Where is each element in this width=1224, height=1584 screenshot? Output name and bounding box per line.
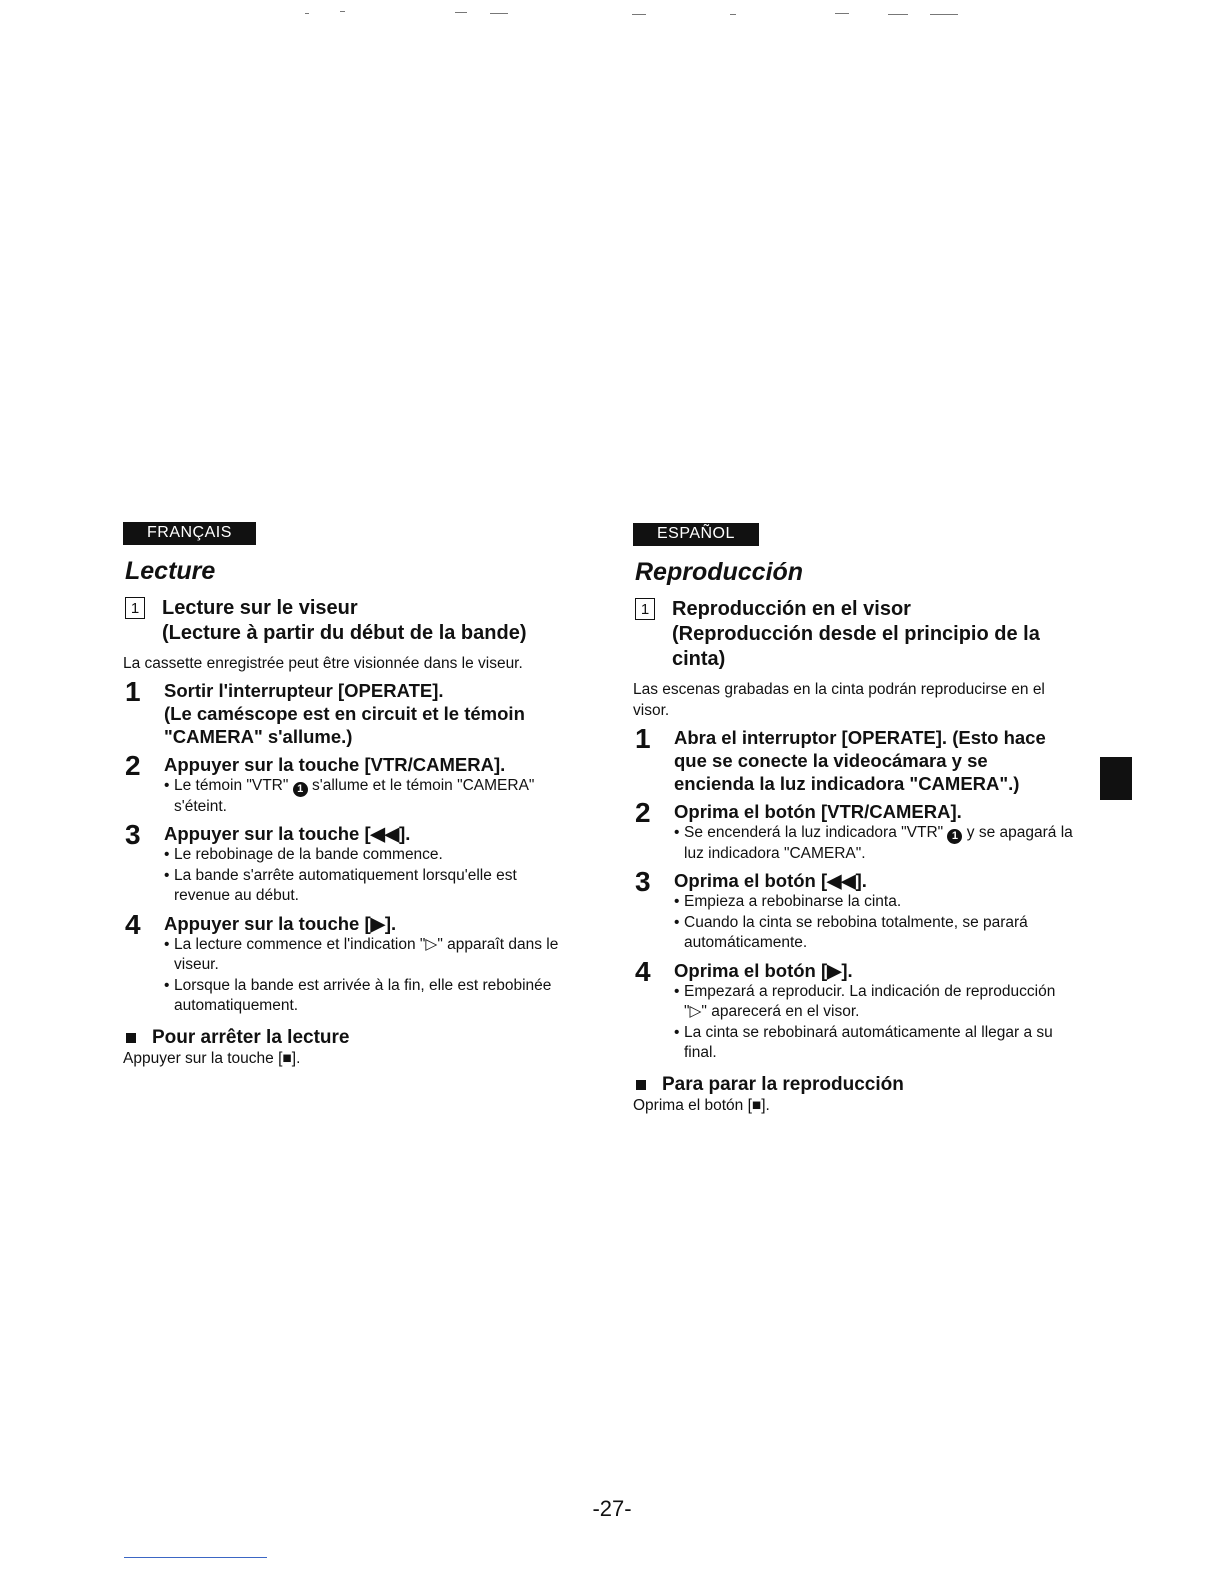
bullet-item bbox=[164, 866, 563, 907]
step-title-line: Appuyer sur la touche [▶]. bbox=[164, 912, 397, 934]
step-number: 3 bbox=[125, 819, 141, 851]
bullet-dot-icon: • bbox=[674, 1023, 680, 1041]
subsection-title-line: Lecture sur le viseur bbox=[162, 597, 358, 619]
step-title bbox=[164, 822, 563, 845]
bullet-item bbox=[674, 913, 1073, 954]
step-body bbox=[674, 959, 1073, 1064]
subsection-title-line: (Lecture à partir du début de la bande) bbox=[162, 622, 527, 644]
step-title bbox=[164, 679, 563, 748]
step-title bbox=[674, 800, 1073, 823]
bullet-list bbox=[674, 823, 1073, 864]
bullet-text: Se encenderá la luz indicadora "VTR" bbox=[684, 824, 948, 841]
step-number: 2 bbox=[635, 797, 651, 828]
step-title-line: Sortir l'interrupteur [OPERATE]. bbox=[164, 680, 444, 701]
step-title-line: (Le caméscope est en circuit et le témoin bbox=[164, 703, 525, 724]
scan-artifact bbox=[930, 14, 958, 15]
bullet-item bbox=[164, 935, 563, 976]
square-bullet-icon bbox=[126, 1033, 136, 1043]
step-title-line: encienda la luz indicadora "CAMERA".) bbox=[674, 773, 1020, 794]
step-item bbox=[123, 908, 563, 1017]
subsection-heading bbox=[123, 596, 563, 646]
step-item bbox=[123, 750, 563, 817]
bullet-text: y se apagará la luz indicadora "CAMERA". bbox=[684, 824, 1073, 862]
bullet-text: Empieza a rebobinarse la cinta. bbox=[684, 893, 902, 911]
bullet-text: s'allume et le témoin "CAMERA" s'éteint. bbox=[174, 777, 535, 815]
stop-heading-text: Para parar la reproducción bbox=[662, 1073, 904, 1095]
step-body bbox=[164, 679, 563, 748]
bullet-item bbox=[674, 982, 1073, 1023]
bullet-list bbox=[164, 935, 563, 1017]
step-title-line: "CAMERA" s'allume.) bbox=[164, 726, 353, 747]
step-body bbox=[674, 800, 1073, 864]
subsection-title-line: Reproducción en el visor bbox=[672, 598, 911, 620]
bullet-dot-icon: • bbox=[164, 777, 170, 794]
page-number: -27- bbox=[592, 1496, 632, 1521]
step-list bbox=[123, 676, 563, 1017]
step-title bbox=[164, 753, 563, 776]
step-title-line: que se conecte la videocámara y se bbox=[674, 750, 988, 771]
step-item bbox=[633, 797, 1073, 864]
bullet-list bbox=[674, 982, 1073, 1064]
bullet-text: La bande s'arrête automatiquement lorsqu'elle est revenue au début. bbox=[174, 866, 517, 905]
footer-rule bbox=[124, 1557, 267, 1558]
section-title: Lecture bbox=[125, 557, 216, 585]
scan-artifact bbox=[455, 12, 467, 13]
bullet-dot-icon: • bbox=[674, 982, 680, 1000]
step-title bbox=[164, 912, 563, 935]
bullet-text: Cuando la cinta se rebobina totalmente, se parará automáticamente. bbox=[684, 913, 1028, 952]
bullet-dot-icon: • bbox=[164, 935, 170, 953]
bullet-dot-icon: • bbox=[164, 846, 170, 864]
boxed-number: 1 bbox=[125, 597, 145, 619]
side-tab-marker bbox=[1100, 757, 1132, 800]
language-badge: FRANÇAIS bbox=[123, 522, 256, 545]
bullet-list bbox=[164, 776, 563, 817]
bullet-item bbox=[674, 892, 1073, 913]
bullet-item bbox=[164, 845, 563, 866]
boxed-number: 1 bbox=[635, 598, 655, 620]
step-item bbox=[633, 955, 1073, 1064]
scan-artifact bbox=[305, 13, 309, 14]
language-badge: ESPAÑOL bbox=[633, 523, 759, 546]
step-title bbox=[674, 869, 1073, 892]
step-title-line: Appuyer sur la touche [VTR/CAMERA]. bbox=[164, 754, 506, 775]
step-number: 2 bbox=[125, 750, 141, 781]
bullet-text: La lecture commence et l'indication "▷" apparaît dans le viseur. bbox=[174, 935, 559, 974]
bullet-list bbox=[674, 892, 1073, 954]
stop-heading bbox=[633, 1074, 1073, 1096]
step-item bbox=[123, 819, 563, 907]
bullet-item bbox=[164, 776, 563, 817]
bullet-text: Empezará a reproducir. La indicación de reproducción "▷" aparecerá en el visor. bbox=[684, 982, 1056, 1021]
step-number: 1 bbox=[125, 676, 141, 707]
subsection-title-line: (Reproducción desde el principio de la bbox=[672, 623, 1040, 645]
step-body bbox=[674, 726, 1073, 795]
subsection-heading bbox=[633, 597, 1073, 672]
bullet-text: Le témoin "VTR" bbox=[174, 777, 293, 794]
stop-text: Oprima el botón [■]. bbox=[633, 1096, 770, 1114]
step-number: 3 bbox=[635, 866, 651, 898]
scan-artifact bbox=[835, 13, 849, 14]
bullet-dot-icon: • bbox=[674, 893, 680, 911]
scan-artifact bbox=[888, 14, 908, 15]
french-column bbox=[123, 522, 563, 1069]
step-body bbox=[164, 753, 563, 817]
bullet-dot-icon: • bbox=[674, 913, 680, 931]
step-item bbox=[633, 866, 1073, 954]
intro-text: La cassette enregistrée peut être visionnée dans le viseur. bbox=[123, 655, 523, 672]
scan-artifact bbox=[730, 14, 736, 15]
step-title-line: Appuyer sur la touche [◀◀]. bbox=[164, 823, 411, 845]
bullet-text: La cinta se rebobinará automáticamente al llegar a su final. bbox=[684, 1023, 1053, 1062]
square-bullet-icon bbox=[636, 1080, 646, 1090]
subsection-title bbox=[672, 597, 1073, 672]
circled-number-icon: 1 bbox=[947, 829, 962, 844]
scan-artifact bbox=[490, 13, 508, 14]
step-number: 4 bbox=[125, 908, 141, 940]
section-title: Reproducción bbox=[635, 558, 804, 586]
stop-text: Appuyer sur la touche [■]. bbox=[123, 1049, 301, 1067]
step-title bbox=[674, 959, 1073, 982]
stop-heading bbox=[123, 1027, 563, 1049]
step-body bbox=[164, 822, 563, 907]
scan-artifact bbox=[632, 14, 646, 15]
step-item bbox=[633, 723, 1073, 795]
bullet-item bbox=[164, 976, 563, 1017]
bullet-text: Le rebobinage de la bande commence. bbox=[174, 846, 443, 864]
spanish-column bbox=[633, 523, 1073, 1116]
bullet-dot-icon: • bbox=[164, 976, 170, 994]
bullet-list bbox=[164, 845, 563, 907]
bullet-text: Lorsque la bande est arrivée à la fin, elle est rebobinée automatiquement. bbox=[174, 976, 552, 1015]
step-title-line: Oprima el botón [VTR/CAMERA]. bbox=[674, 801, 962, 822]
circled-number-icon: 1 bbox=[293, 782, 308, 797]
bullet-dot-icon: • bbox=[674, 824, 680, 841]
step-title-line: Abra el interruptor [OPERATE]. (Esto hace bbox=[674, 727, 1046, 748]
bullet-item bbox=[674, 823, 1073, 864]
step-number: 4 bbox=[635, 955, 651, 987]
step-number: 1 bbox=[635, 723, 651, 754]
step-item bbox=[123, 676, 563, 748]
step-title bbox=[674, 726, 1073, 795]
stop-heading-text: Pour arrêter la lecture bbox=[152, 1026, 350, 1048]
step-title-line: Oprima el botón [◀◀]. bbox=[674, 870, 867, 892]
subsection-title-line: cinta) bbox=[672, 648, 726, 670]
bullet-item bbox=[674, 1023, 1073, 1064]
step-body bbox=[164, 912, 563, 1017]
intro-text: Las escenas grabadas en la cinta podrán reproducirse en el visor. bbox=[633, 681, 1045, 719]
step-title-line: Oprima el botón [▶]. bbox=[674, 959, 853, 981]
step-body bbox=[674, 869, 1073, 954]
subsection-title bbox=[162, 596, 563, 646]
step-list bbox=[633, 723, 1073, 1064]
bullet-dot-icon: • bbox=[164, 866, 170, 884]
scan-artifact bbox=[340, 11, 345, 12]
